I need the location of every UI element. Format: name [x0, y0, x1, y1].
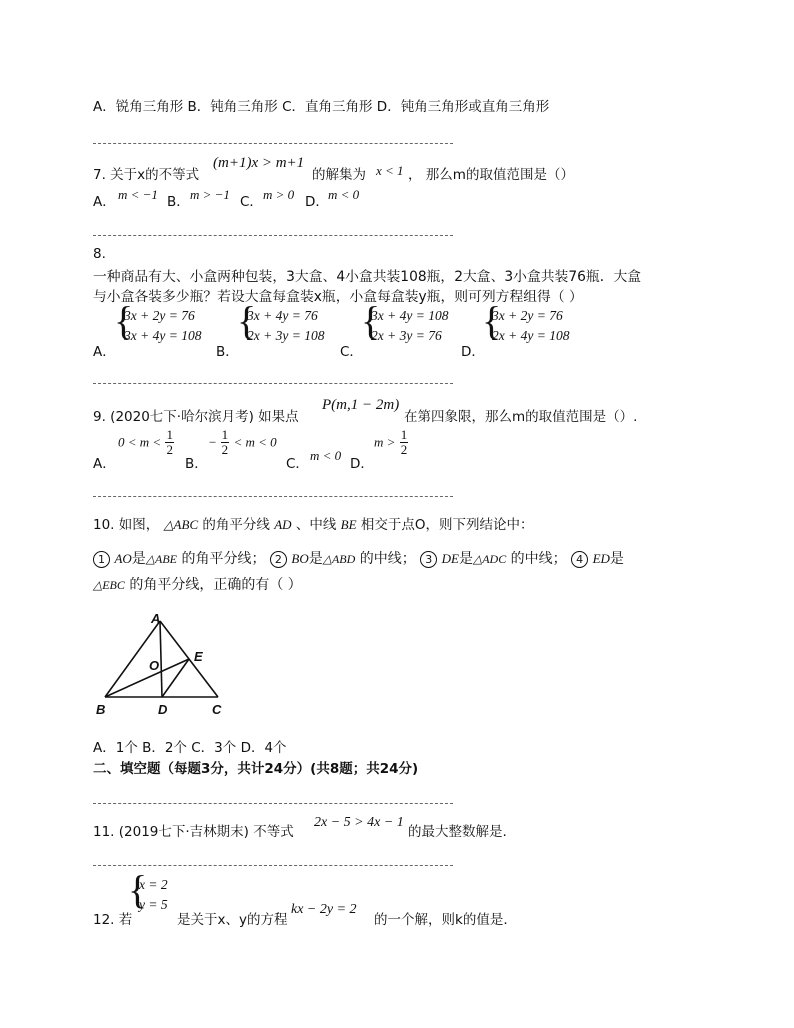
label-a: A: [151, 611, 161, 626]
q7-option-c: m > 0: [263, 187, 295, 202]
q9-option-d-label: D．: [350, 456, 374, 472]
q11-prefix: 11. (2019七下·吉林期末) 不等式: [93, 824, 294, 840]
q10-line3: △EBC 的角平分线，正确的有（ ）: [93, 577, 302, 593]
q7-solution: x < 1: [376, 163, 404, 178]
circled-number-1: 1: [93, 551, 110, 568]
q9-point: P(m,1 − 2m): [322, 397, 400, 413]
q9-prefix: 9. (2020七下·哈尔滨月考) 如果点: [93, 409, 299, 425]
q7-inequality: (m+1)x > m+1: [213, 155, 305, 171]
q9-suffix: 在第四象限，那么m的取值范围是（）.: [404, 409, 638, 425]
q7-prefix: 7. 关于x的不等式: [93, 167, 200, 183]
q8-option-a-label: A．: [93, 344, 116, 360]
q8-option-b-label: B．: [216, 344, 239, 360]
q9-option-d: m > $\frac{1}{2}$: [374, 427, 408, 457]
brace: {: [361, 298, 381, 343]
q7-option-c-label: C．: [240, 194, 263, 210]
q8-text-line2: 与小盒各装多少瓶？若设大盒每盒装x瓶，小盒每盒装y瓶，则可列方程组得（ ）: [93, 289, 583, 305]
label-c: C: [212, 702, 222, 717]
q10-line1: 10. 如图， △ABC 的角平分线 AD 、中线 BE 相交于点O，则下列结论中：: [93, 517, 534, 533]
q9-option-b-label: B．: [185, 456, 208, 472]
circled-number-3: 3: [420, 551, 437, 568]
q9-option-c-label: C．: [286, 456, 309, 472]
q9-option-a: 0 < m < $\frac{1}{2}$: [118, 427, 173, 457]
q8-option-a-system: 3x + 2y = 76 3x + 4y = 108: [124, 308, 202, 343]
brace: {: [237, 298, 257, 343]
q10-options: A．1个 B．2个 C．3个 D．4个: [93, 740, 287, 756]
q10-triangle-figure: [90, 608, 240, 720]
q7-option-a-label: A．: [93, 194, 116, 210]
q10-statements: 1 AO是△ABE 的角平分线； 2 BO是△ABD 的中线； 3 DE是△ADC 的中线； 4 ED是: [93, 548, 624, 568]
q8-option-d-label: D．: [461, 344, 485, 360]
q12-suffix: 的一个解，则k的值是.: [374, 912, 508, 928]
q8-option-b-system: 3x + 4y = 76 2x + 3y = 108: [247, 308, 325, 343]
label-o: O: [149, 658, 160, 673]
brace: {: [128, 867, 148, 912]
q12-mid: 是关于x、y的方程: [177, 912, 288, 928]
separator: [93, 143, 453, 144]
q11-inequality: 2x − 5 > 4x − 1: [314, 815, 404, 830]
q7-mid: 的解集为: [312, 167, 366, 183]
separator: [93, 496, 453, 497]
brace: {: [482, 298, 502, 343]
q7-option-a: m < −1: [118, 187, 158, 202]
q12-prefix: 12. 若: [93, 912, 133, 928]
q7-suffix: ， 那么m的取值范围是（）: [408, 167, 574, 183]
separator: [93, 235, 453, 236]
q8-option-c-system: 3x + 4y = 108 2x + 3y = 76: [371, 308, 449, 343]
q7-option-b: m > −1: [190, 187, 230, 202]
q7-option-b-label: B．: [167, 194, 190, 210]
q8-option-d-system: 3x + 2y = 76 2x + 4y = 108: [492, 308, 570, 343]
q9-option-b: − $\frac{1}{2}$ < m < 0: [209, 427, 277, 457]
label-b: B: [96, 702, 106, 717]
circled-number-4: 4: [571, 551, 588, 568]
section-title: 二、填空题（每题3分，共计24分）(共8题；共24分): [93, 761, 419, 777]
q6-options: A．锐角三角形 B．钝角三角形 C．直角三角形 D．钝角三角形或直角三角形: [93, 99, 550, 115]
q11-suffix: 的最大整数解是.: [408, 824, 507, 840]
separator: [93, 383, 453, 384]
separator: [93, 803, 453, 804]
circled-number-2: 2: [270, 551, 287, 568]
q9-option-a-label: A．: [93, 456, 116, 472]
q12-system: x = 2 y = 5: [139, 877, 168, 912]
label-d: D: [158, 702, 168, 717]
q8-text-line1: 一种商品有大、小盒两种包装，3大盒、4小盒共装108瓶，2大盒、3小盒共装76瓶．大盒: [93, 269, 642, 285]
q9-option-c: m < 0: [310, 448, 342, 463]
segment-ad: [160, 621, 162, 697]
q12-equation: kx − 2y = 2: [291, 902, 357, 917]
q8-number: 8.: [93, 246, 106, 262]
q7-option-d-label: D．: [305, 194, 329, 210]
separator: [93, 865, 453, 866]
q7-option-d: m < 0: [328, 187, 360, 202]
q8-option-c-label: C．: [340, 344, 363, 360]
label-e: E: [194, 649, 203, 664]
brace: {: [114, 298, 134, 343]
